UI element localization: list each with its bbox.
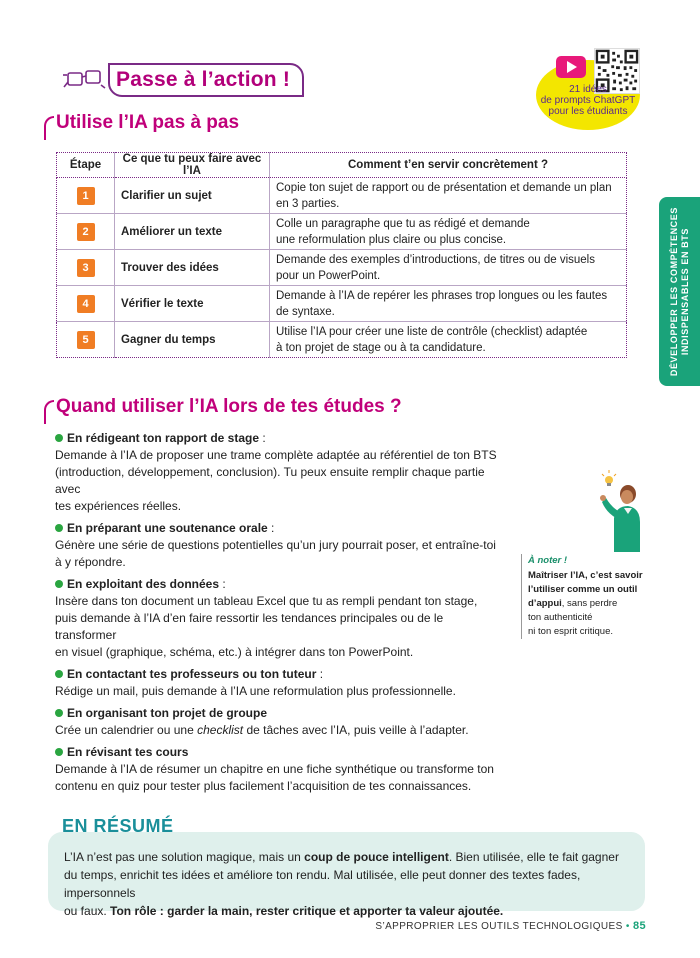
- side-tab-text: [669, 207, 691, 376]
- list-item: En contactant tes professeurs ou ton tuteur : Rédige un mail, puis demande à l’IA une reformulation plus professionnelle.: [55, 666, 505, 700]
- usage-line: (introduction, développement, conclusion). Tu peux ensuite remplir chaque partie avec: [55, 465, 485, 496]
- summary-box: [48, 832, 645, 918]
- usage-line: Rédige un mail, puis demande à l’IA une reformulation plus professionnelle.: [55, 684, 456, 698]
- table-row: [57, 214, 627, 250]
- step-action: Améliorer un texte: [115, 214, 270, 250]
- group-line-a: Crée un calendrier ou une: [55, 723, 198, 737]
- badge-text: [540, 84, 636, 117]
- section-title-text: Quand utiliser l’IA lors de tes études ?: [56, 396, 402, 417]
- step-how: [270, 178, 627, 214]
- usage-line: Insère dans ton document un tableau Excel que tu as rempli pendant ton stage,: [55, 594, 478, 608]
- table-row: [57, 286, 627, 322]
- note-text-3: , sans perdre: [561, 598, 618, 609]
- action-banner: [62, 62, 304, 98]
- bullet-dot-icon: [55, 434, 63, 442]
- step-number-badge: 2: [77, 223, 95, 241]
- section-title-steps: [44, 112, 239, 140]
- step-how-line: en 3 parties.: [276, 197, 340, 210]
- usage-head: En contactant tes professeurs ou ton tuteur: [67, 667, 317, 681]
- section-title-text: Utilise l’IA pas à pas: [56, 112, 240, 133]
- usage-line: tes expériences réelles.: [55, 499, 182, 513]
- usage-line: Génère une série de questions potentielles qu’un jury pourrait poser, et entraîne-toi: [55, 538, 496, 552]
- badge-line-2: de prompts ChatGPT: [540, 95, 636, 106]
- step-how-line: Utilise l’IA pour créer une liste de contrôle (checklist) adaptée: [276, 325, 588, 338]
- step-action: Vérifier le texte: [115, 286, 270, 322]
- usage-line: contenu en quiz pour tester plus facilement l’acquisition de tes connaissances.: [55, 779, 472, 793]
- header-how: Comment t’en servir concrètement ?: [270, 153, 627, 178]
- summary-bold-2: Ton rôle : garder la main, rester critique et apporter ta valeur ajoutée.: [110, 904, 504, 918]
- list-item: [55, 744, 505, 795]
- usage-list: [55, 430, 505, 800]
- action-title-box: [108, 63, 304, 97]
- list-item: [55, 705, 505, 739]
- thinking-student-illustration: [590, 468, 644, 552]
- header-step: Étape: [57, 153, 115, 178]
- note-head: À noter !: [528, 555, 568, 566]
- footer-bullet: •: [625, 921, 630, 932]
- summary-title: EN RÉSUMÉ: [62, 816, 174, 836]
- group-line-c: de tâches avec l’IA, puis veille à l’adapter.: [243, 723, 469, 737]
- usage-line: puis demande à l’IA d’en faire ressortir les tendances principales ou de le transformer: [55, 611, 444, 642]
- table-row: [57, 178, 627, 214]
- note-bold-2: l’utiliser comme un outil: [528, 584, 638, 595]
- summary-text-2: . Bien utilisée, elle te fait gagner: [448, 850, 619, 864]
- badge-line-3: pour les étudiants: [548, 106, 628, 117]
- side-tab-line-1: DÉVELOPPER LES COMPÉTENCES: [668, 206, 679, 377]
- usage-line: à y répondre.: [55, 555, 126, 569]
- table-row: [57, 250, 627, 286]
- note-bold-3: d’appui: [528, 598, 562, 609]
- group-line-checklist: checklist: [197, 723, 244, 737]
- step-action: Trouver des idées: [115, 250, 270, 286]
- summary-text-3: du temps, enrichit tes idées et améliore ton rendu. Mal utilisée, elle peut donner des textes fades, impersonnels: [64, 868, 581, 900]
- lightbulb-icon: [602, 470, 616, 486]
- list-item: En rédigeant ton rapport de stage : Demande à l’IA de proposer une trame complète adaptée au référentiel de ton BTS (introduction, développement, conclusion). Tu peux ensuite remplir chaque partie avec tes expériences réelles.: [55, 430, 505, 515]
- bullet-dot-icon: [55, 580, 63, 588]
- table-row: [57, 322, 627, 358]
- play-icon[interactable]: [556, 56, 586, 78]
- list-item: En exploitant des données : Insère dans ton document un tableau Excel que tu as rempli pendant ton stage, puis demande à l’IA d’en faire ressortir les tendances principales ou de le transformer en visuel (graphique, schéma, etc.) à intégrer dans ton PowerPoint.: [55, 576, 505, 661]
- header-action: Ce que tu peux faire avec l’IA: [115, 153, 270, 178]
- bullet-dot-icon: [55, 709, 63, 717]
- chapter-side-tab[interactable]: [659, 197, 700, 386]
- steps-table: [56, 152, 627, 358]
- note-bold-1: Maîtriser l’IA, c’est savoir: [528, 570, 643, 581]
- note-text-5: ni ton esprit critique.: [528, 626, 614, 637]
- usage-head: En rédigeant ton rapport de stage: [67, 431, 260, 445]
- step-how-line: pour un PowerPoint.: [276, 269, 381, 282]
- step-how: [270, 214, 627, 250]
- action-title: Passe à l’action !: [116, 68, 291, 91]
- step-how-line: Colle un paragraphe que tu as rédigé et demande: [276, 217, 530, 230]
- usage-line: Demande à l’IA de proposer une trame complète adaptée au référentiel de ton BTS: [55, 448, 497, 462]
- step-number-badge: 3: [77, 259, 95, 277]
- summary-text-4: ou faux.: [64, 904, 111, 918]
- list-item: En préparant une soutenance orale : Génère une série de questions potentielles qu’un jury pourrait poser, et entraîne-toi à y répondre.: [55, 520, 505, 571]
- summary-text-1: L’IA n’est pas une solution magique, mais un: [64, 850, 305, 864]
- step-how-line: Demande à l’IA de repérer les phrases trop longues ou les fautes: [276, 289, 608, 302]
- binoculars-icon: [62, 67, 106, 93]
- step-how-line: une reformulation plus claire ou plus concise.: [276, 233, 507, 246]
- step-how-line: à ton projet de stage ou à ta candidature.: [276, 341, 486, 354]
- section-bracket: [44, 400, 54, 424]
- step-number-badge: 5: [77, 331, 95, 349]
- step-action: Gagner du temps: [115, 322, 270, 358]
- side-tab-line-2: INDISPENSABLES EN BTS: [679, 227, 690, 356]
- section-bracket: [44, 116, 54, 140]
- step-how-line: Copie ton sujet de rapport ou de présentation et demande un plan: [276, 181, 612, 194]
- note-text-4: ton authenticité: [528, 612, 593, 623]
- bullet-dot-icon: [55, 670, 63, 678]
- usage-line: Demande à l’IA de résumer un chapitre en une fiche synthétique ou transforme ton: [55, 762, 494, 776]
- step-how-line: Demande des exemples d’introductions, de titres ou de visuels: [276, 253, 595, 266]
- usage-head: En organisant ton projet de groupe: [67, 706, 268, 720]
- badge-line-1: 21 idées: [569, 84, 607, 95]
- step-number-badge: 4: [77, 295, 95, 313]
- page-footer: [375, 920, 646, 932]
- note-box: [521, 554, 647, 639]
- step-how: [270, 286, 627, 322]
- step-number-badge: 1: [77, 187, 95, 205]
- step-action: Clarifier un sujet: [115, 178, 270, 214]
- footer-chapter: S’APPROPRIER LES OUTILS TECHNOLOGIQUES: [375, 921, 623, 932]
- section-title-usage: [44, 396, 402, 424]
- step-how: [270, 322, 627, 358]
- usage-line: [55, 722, 505, 739]
- page-number: 85: [632, 920, 646, 932]
- bullet-dot-icon: [55, 748, 63, 756]
- step-how-line: de syntaxe.: [276, 305, 335, 318]
- usage-line: en visuel (graphique, schéma, etc.) à intégrer dans ton PowerPoint.: [55, 645, 414, 659]
- bullet-dot-icon: [55, 524, 63, 532]
- usage-head: En exploitant des données: [67, 577, 220, 591]
- prompts-badge[interactable]: [536, 48, 656, 130]
- usage-head: En préparant une soutenance orale: [67, 521, 268, 535]
- step-how: [270, 250, 627, 286]
- table-header-row: [57, 153, 627, 178]
- summary-bold-1: coup de pouce intelligent: [304, 850, 449, 864]
- usage-head: En révisant tes cours: [67, 745, 189, 759]
